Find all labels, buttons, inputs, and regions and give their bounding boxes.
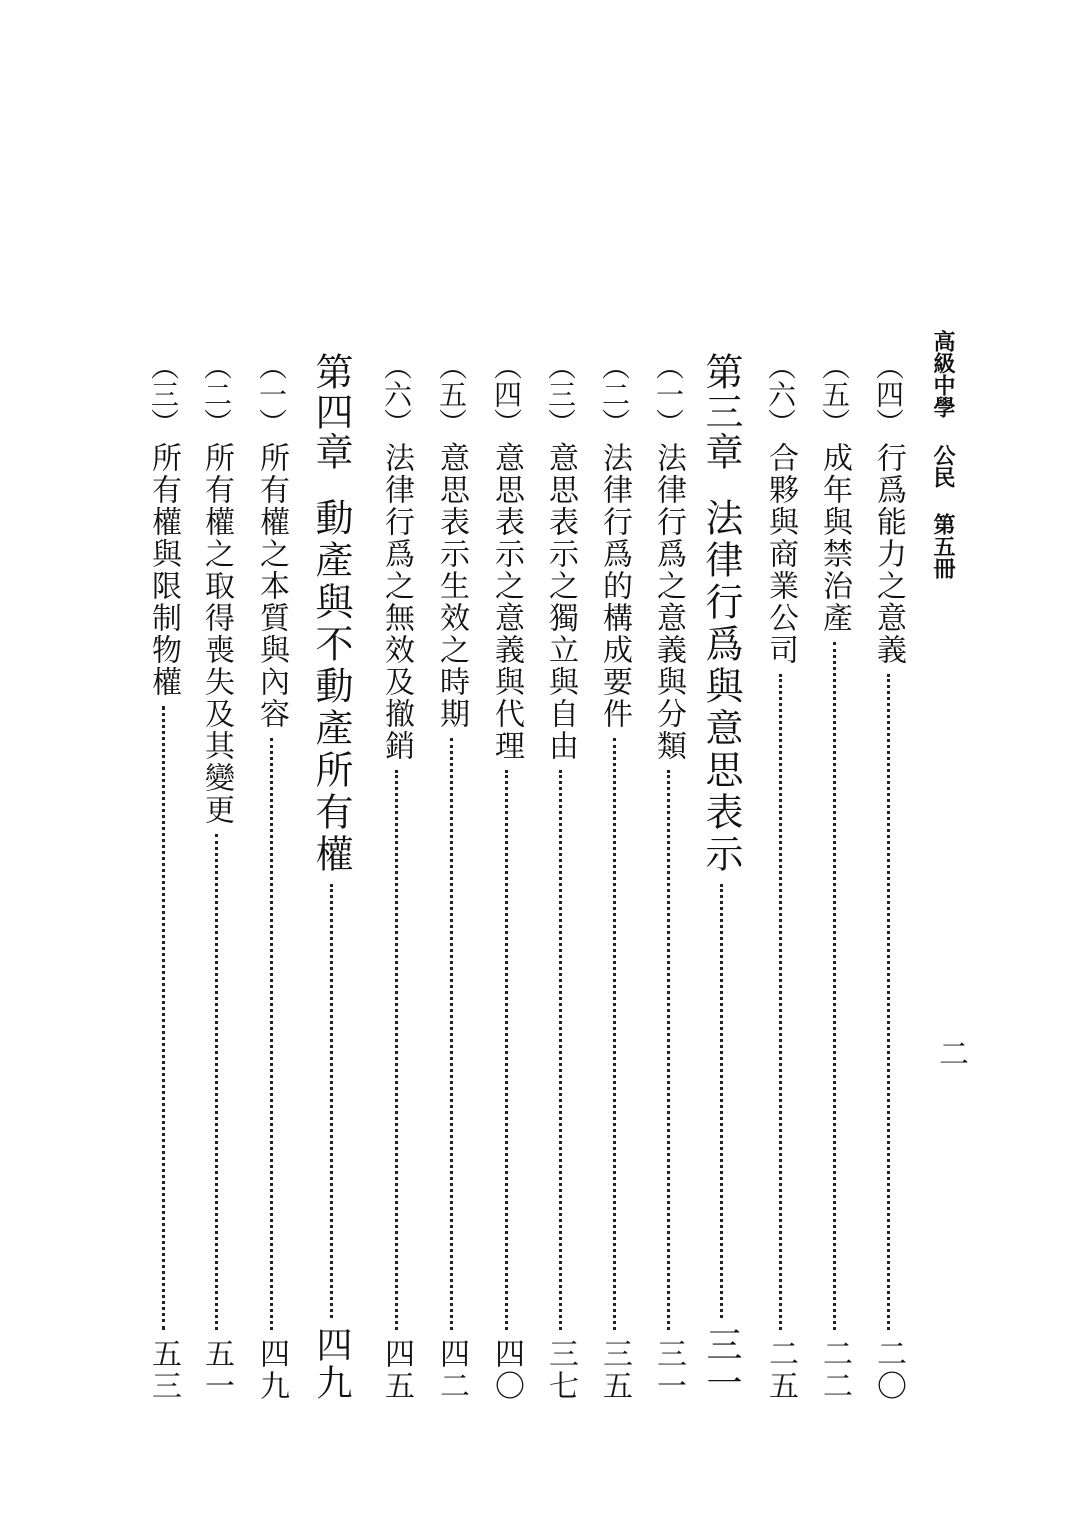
header-subject: 公民: [930, 443, 956, 488]
entry-title: 法律行爲與意思表示: [699, 498, 743, 876]
entry-title: 成年與禁治產: [817, 442, 852, 634]
entry-title: 意思表示之獨立與自由: [543, 442, 578, 762]
toc-entry: [374, 352, 418, 1402]
toc-entry: [866, 352, 910, 1402]
dot-leader: [270, 738, 273, 1330]
entry-title: 合夥與商業公司: [763, 442, 798, 666]
toc-entry: [484, 352, 528, 1402]
entry-page: 四五: [379, 1338, 414, 1402]
toc-entry: [194, 352, 238, 1402]
entry-title: 所有權之本質與內容: [254, 442, 289, 730]
entry-title: 法律行爲之意義與分類: [651, 442, 686, 762]
dot-leader: [559, 770, 562, 1330]
entry-page: 二二: [817, 1338, 852, 1402]
entry-page: 五三: [146, 1338, 181, 1402]
dot-leader: [613, 738, 616, 1330]
entry-label: （一）: [652, 352, 685, 436]
entry-page: 四九: [254, 1338, 289, 1402]
dot-leader: [330, 884, 333, 1318]
entry-page: 四九: [311, 1326, 352, 1402]
entry-label: （四）: [490, 352, 523, 436]
entry-title: 法律行爲的構成要件: [597, 442, 632, 730]
toc-entry: [141, 352, 185, 1402]
dot-leader: [505, 770, 508, 1330]
dot-leader: [395, 770, 398, 1330]
header-school: 高級中學: [930, 330, 956, 418]
dot-leader: [215, 834, 218, 1330]
entry-page: 五一: [199, 1338, 234, 1402]
toc-entry: [812, 352, 856, 1402]
dot-leader: [833, 642, 836, 1330]
entry-page: 二五: [763, 1338, 798, 1402]
entry-page: 三七: [543, 1338, 578, 1402]
entry-page: 三五: [597, 1338, 632, 1402]
entry-label: （三）: [544, 352, 577, 436]
toc-entry: [429, 352, 473, 1402]
toc-entry: [538, 352, 582, 1402]
entry-page: 二〇: [871, 1338, 906, 1402]
entry-page: 三一: [701, 1326, 742, 1402]
entry-title: 動產與不動產所有權: [309, 498, 353, 876]
toc-chapter: [304, 352, 359, 1402]
entry-label: （二）: [598, 352, 631, 436]
entry-label: 第四章: [309, 352, 353, 472]
dot-leader: [779, 674, 782, 1330]
entry-label: 第三章: [699, 352, 743, 472]
entry-label: （二）: [200, 352, 233, 436]
entry-page: 四〇: [489, 1338, 524, 1402]
toc-entry: [646, 352, 690, 1402]
toc-entry: [249, 352, 293, 1402]
entry-title: 意思表示生效之時期: [434, 442, 469, 730]
dot-leader: [667, 770, 670, 1330]
page-number: 二: [933, 1038, 968, 1068]
entry-title: 所有權與限制物權: [146, 442, 181, 698]
entry-page: 三一: [651, 1338, 686, 1402]
entry-title: 行爲能力之意義: [871, 442, 906, 666]
running-header: [928, 330, 959, 597]
toc-entry: [758, 352, 802, 1402]
entry-label: （一）: [255, 352, 288, 436]
dot-leader: [720, 884, 723, 1318]
entry-title: 所有權之取得喪失及其變更: [199, 442, 234, 826]
entry-label: （四）: [872, 352, 905, 436]
entry-label: （三）: [147, 352, 180, 436]
toc-entry: [592, 352, 636, 1402]
entry-title: 意思表示之意義與代理: [489, 442, 524, 762]
entry-label: （六）: [380, 352, 413, 436]
toc-chapter: [694, 352, 749, 1402]
entry-label: （六）: [764, 352, 797, 436]
entry-page: 四二: [434, 1338, 469, 1402]
entry-label: （五）: [818, 352, 851, 436]
header-volume: 第五冊: [930, 513, 956, 580]
dot-leader: [162, 706, 165, 1330]
entry-label: （五）: [435, 352, 468, 436]
entry-title: 法律行爲之無效及撤銷: [379, 442, 414, 762]
dot-leader: [450, 738, 453, 1330]
dot-leader: [887, 674, 890, 1330]
